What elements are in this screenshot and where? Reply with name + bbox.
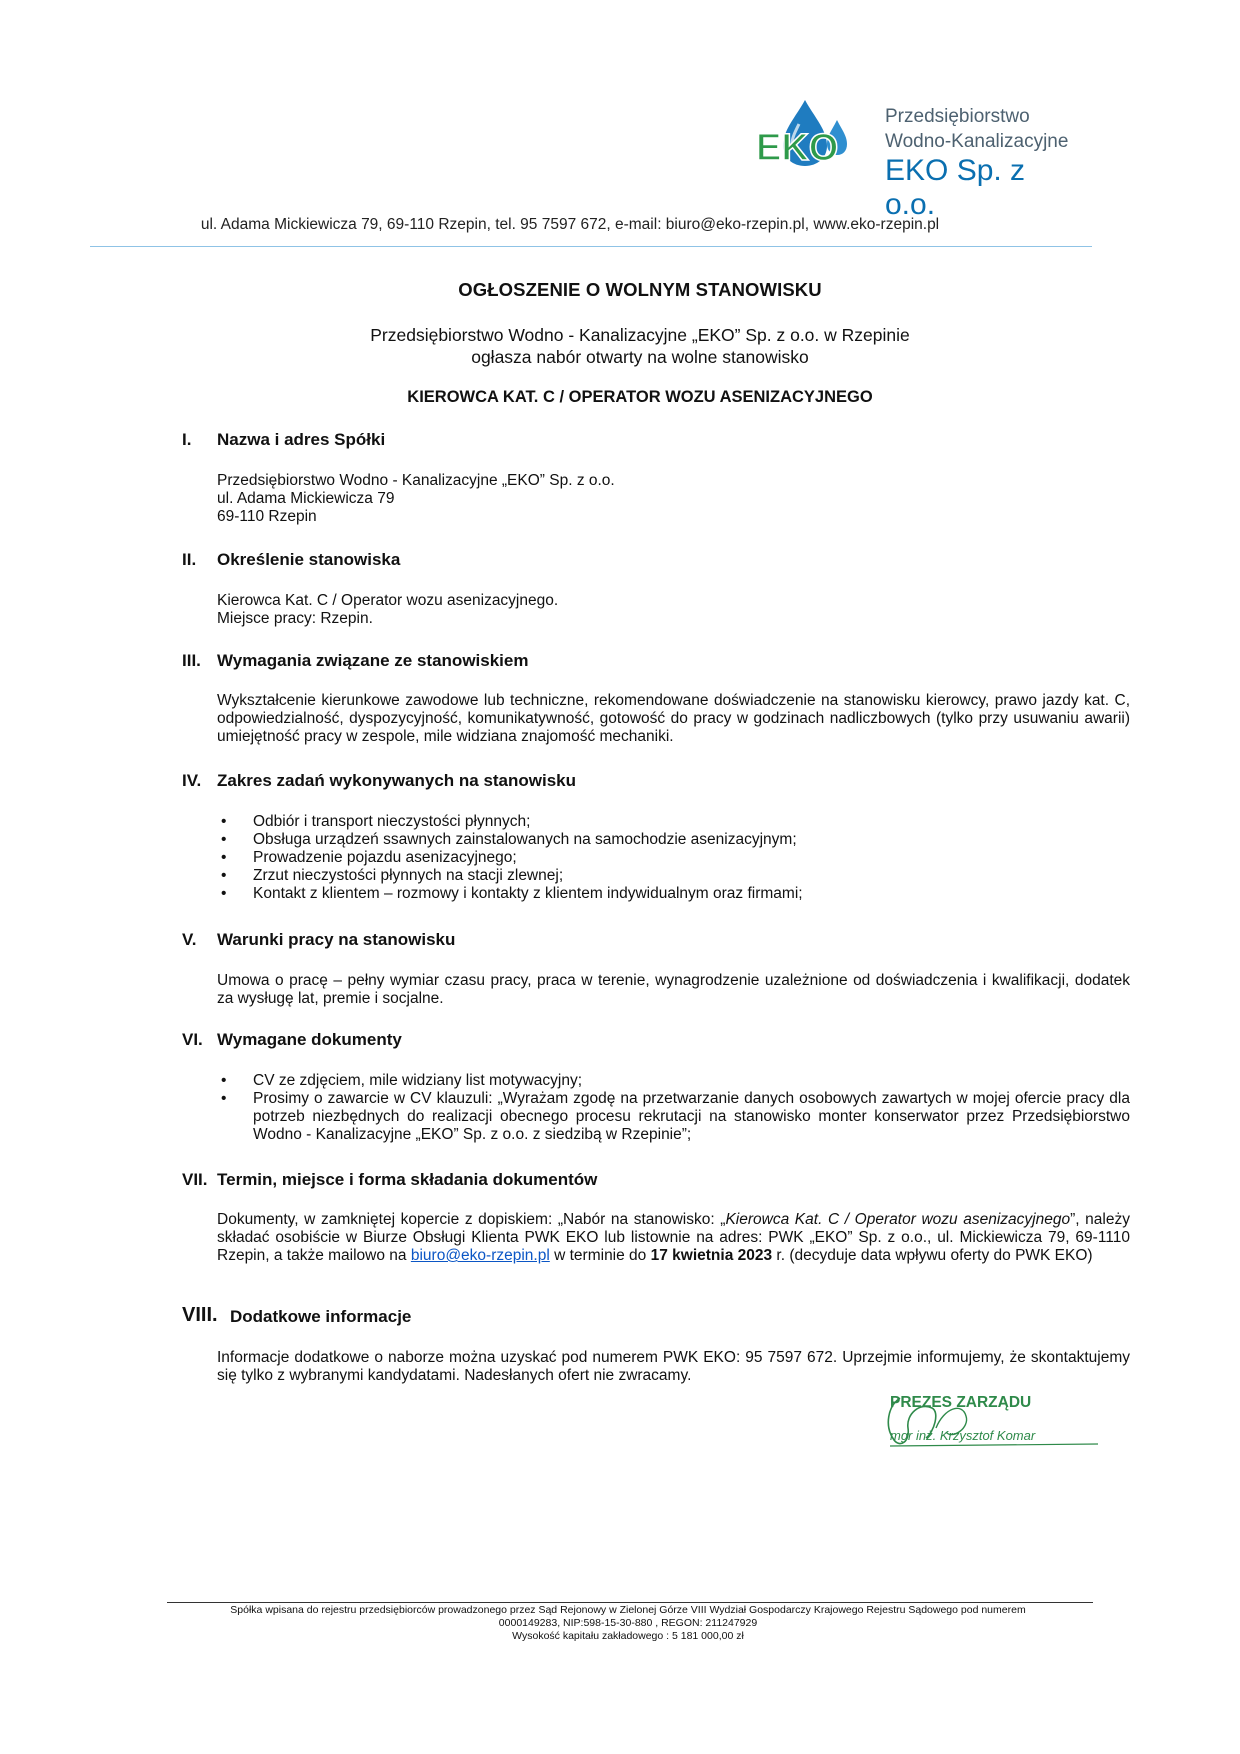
list-item: • Obsługa urządzeń ssawnych zainstalowanych na samochodzie asenizacyjnym;: [221, 831, 797, 848]
contact-line: ul. Adama Mickiewicza 79, 69-110 Rzepin, tel. 95 7597 672, e-mail: biuro@eko-rzepin.pl, www.eko-rzepin.pl: [200, 216, 940, 233]
footer-line: Wysokość kapitału zakładowego : 5 181 000,00 zł: [512, 1630, 744, 1642]
bullet-icon: •: [221, 867, 227, 884]
section-number: III.: [182, 651, 201, 670]
list-item: • Odbiór i transport nieczystości płynnych;: [221, 813, 531, 830]
section-title: Warunki pracy na stanowisku: [217, 930, 456, 949]
signature-name: mgr inż. Krzysztof Komar: [890, 1428, 1036, 1443]
intro: [0, 324, 1240, 368]
section-body: [217, 472, 1130, 526]
section-number: I.: [182, 430, 192, 449]
intro-line-2: ogłasza nabór otwarty na wolne stanowisko: [471, 347, 809, 367]
section-body: Wykształcenie kierunkowe zawodowe lub techniczne, rekomendowane doświadczenie na stanowisku kierowcy, prawo jazdy kat. C, odpowiedzialność, dyspozycyjność, komunikatywność, gotowość do pracy w godzinach nadliczbowych (tylko przy usuwaniu awarii) umiejętność pracy w zespole, mile widziana znajomość mechaniki.: [217, 692, 1130, 745]
company-line-3: EKO Sp. z o.o.: [885, 154, 1026, 221]
section-number: IV.: [182, 771, 202, 790]
bullet-icon: •: [221, 813, 227, 830]
deadline-date: 17 kwietnia 2023: [650, 1247, 773, 1264]
section-title: Wymagania związane ze stanowiskiem: [217, 651, 529, 670]
signature-stamp: [870, 1388, 1110, 1458]
section-body: Informacje dodatkowe o naborze można uzyskać pod numerem PWK EKO: 95 7597 672. Uprzejmie informujemy, że skontaktujemy się tylko z wybranymi kandydatami. Nadesłanych ofert nie zwracamy.: [217, 1349, 1130, 1384]
bullet-icon: •: [221, 1072, 227, 1089]
section-body: Umowa o pracę – pełny wymiar czasu pracy, praca w terenie, wynagrodzenie uzależnione od doświadczenia i kwalifikacji, dodatek za wysługę lat, premie i socjalne.: [217, 972, 1130, 1007]
intro-line-1: Przedsiębiorstwo Wodno - Kanalizacyjne „EKO” Sp. z o.o. w Rzepinie: [370, 325, 910, 345]
company-line-2: Wodno-Kanalizacyjne: [885, 131, 1069, 152]
list-item: • Prowadzenie pojazdu asenizacyjnego;: [221, 849, 517, 866]
signature-title: PREZES ZARZĄDU: [890, 1394, 1032, 1411]
email-link[interactable]: biuro@eko-rzepin.pl: [410, 1247, 550, 1264]
section-title: Termin, miejsce i forma składania dokumentów: [217, 1170, 598, 1189]
list-item: • Prosimy o zawarcie w CV klauzuli: „Wyrażam zgodę na przetwarzanie danych osobowych zawartych w mojej ofercie pracy dla potrzeb niezbędnych do realizacji obecnego procesu rekrutacji na stanowisko monter konserwator przez Przedsiębiorstwo Wodno - Kanalizacyjne „EKO” Sp. z o.o. z siedzibą w Rzepinie”;: [221, 1090, 1130, 1143]
svg-text:EKO: EKO: [756, 127, 839, 169]
eko-logo-icon: [755, 98, 873, 190]
section-number: VIII.: [182, 1304, 218, 1326]
footer: [0, 1604, 1240, 1643]
list-item: • Kontakt z klientem – rozmowy i kontakty z klientem indywidualnym oraz firmami;: [221, 885, 803, 902]
section-title: Dodatkowe informacje: [230, 1307, 412, 1326]
footer-line: 0000149283, NIP:598-15-30-880 , REGON: 211247929: [498, 1617, 758, 1629]
body-line: Miejsce pracy: Rzepin.: [217, 610, 373, 627]
bullet-icon: •: [221, 849, 227, 866]
section-number: V.: [182, 930, 197, 949]
address-line: ul. Adama Mickiewicza 79: [217, 490, 395, 507]
section-number: VII.: [182, 1170, 208, 1189]
section-title: Określenie stanowiska: [217, 550, 401, 569]
address-line: Przedsiębiorstwo Wodno - Kanalizacyjne „EKO” Sp. z o.o.: [217, 472, 615, 489]
svg-text:Rzepin: Rzepin: [781, 168, 810, 178]
company-name: [885, 104, 1075, 222]
company-line-1: Przedsiębiorstwo: [885, 106, 1030, 127]
section-body: Dokumenty, w zamkniętej kopercie z dopiskiem: „Nabór na stanowisko: „Kierowca Kat. C / Operator wozu asenizacyjnego”, należy składać osobiście w Biurze Obsługi Klienta PWK EKO lub listownie na adres: PWK „EKO” Sp. z o.o., ul. Mickiewicza 79, 69-1110 Rzepin, a także mailowo na biuro@eko-rzepin.pl w terminie do 17 kwietnia 2023 r. (decyduje data wpływu oferty do PWK EKO): [217, 1211, 1130, 1264]
section-title: Nazwa i adres Spółki: [217, 430, 386, 449]
body-line: Kierowca Kat. C / Operator wozu asenizacyjnego.: [217, 592, 559, 609]
footer-divider: [167, 1602, 1093, 1603]
document-title: OGŁOSZENIE O WOLNYM STANOWISKU: [458, 279, 822, 300]
list-item: • CV ze zdjęciem, mile widziany list motywacyjny;: [221, 1072, 583, 1089]
section-title: Wymagane dokumenty: [217, 1030, 402, 1049]
task-list: [217, 813, 1130, 903]
bullet-icon: •: [221, 1090, 227, 1107]
section-body: [217, 592, 1130, 628]
company-logo: [755, 98, 1075, 221]
list-item: • Zrzut nieczystości płynnych na stacji zlewnej;: [221, 867, 564, 884]
section-number: II.: [182, 550, 197, 569]
address-line: 69-110 Rzepin: [217, 508, 317, 525]
header-divider: [90, 246, 1092, 247]
bullet-icon: •: [221, 831, 227, 848]
bullet-icon: •: [221, 885, 227, 902]
position-italic: Kierowca Kat. C / Operator wozu asenizacyjnego: [725, 1211, 1071, 1228]
section-title: Zakres zadań wykonywanych na stanowisku: [217, 771, 577, 790]
documents-list: [217, 1072, 1130, 1144]
position-name: KIEROWCA KAT. C / OPERATOR WOZU ASENIZACYJNEGO: [407, 388, 873, 406]
footer-line: Spółka wpisana do rejestru przedsiębiorców prowadzonego przez Sąd Rejonowy w Zielonej Górze VIII Wydział Gospodarczy Krajowego Rejestru Sądowego pod numerem: [230, 1604, 1026, 1616]
section-number: VI.: [182, 1030, 203, 1049]
